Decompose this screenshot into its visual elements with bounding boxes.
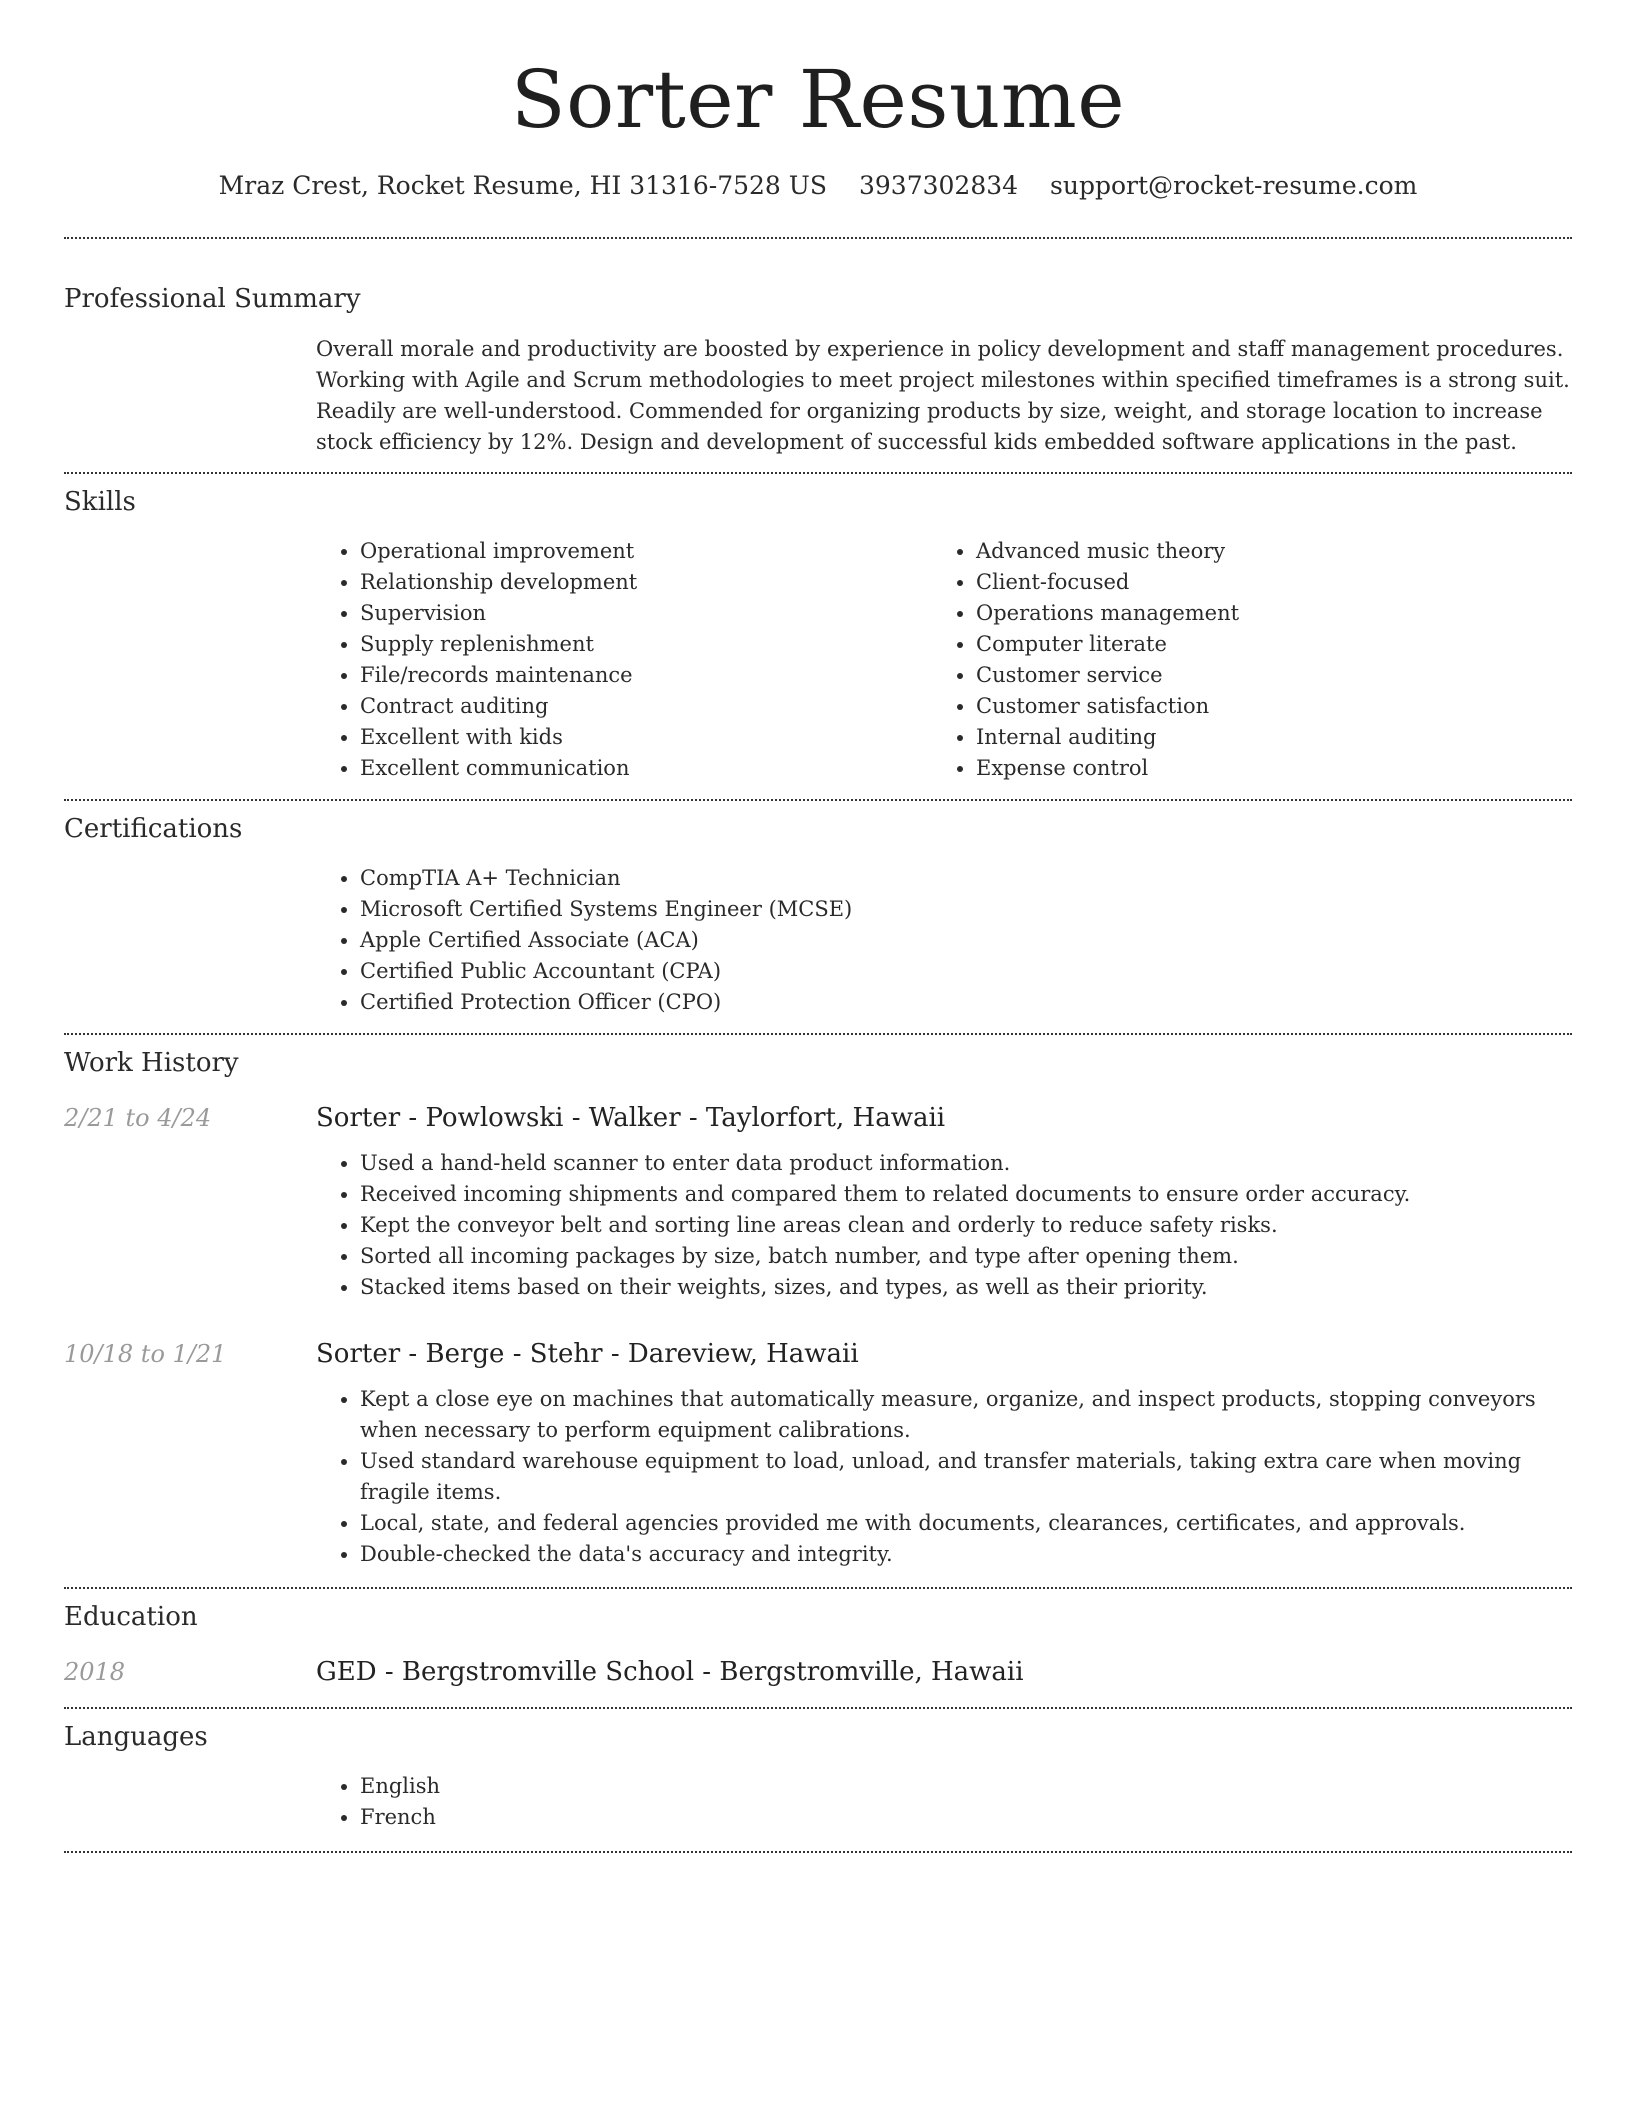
job-bullet: • Kept a close eye on machines that automatically measure, organize, and inspect products, stopping conveyors when necessary to perform equipment calibrations. xyxy=(360,1384,1572,1446)
certifications-bullets xyxy=(316,863,1572,1018)
job-bullet: • Kept the conveyor belt and sorting line areas clean and orderly to reduce safety risks. xyxy=(360,1210,1572,1241)
skill-item: • Computer literate xyxy=(976,629,1548,660)
certification-item: • Certified Protection Officer (CPO) xyxy=(360,987,1572,1018)
job-2-bullets xyxy=(316,1384,1572,1570)
job-bullet: • Used standard warehouse equipment to load, unload, and transfer materials, taking extra care when moving fragile items. xyxy=(360,1446,1572,1508)
job-heading: Sorter - Berge - Stehr - Dareview, Hawaii xyxy=(316,1339,859,1369)
job-entry-2 xyxy=(64,1337,1572,1371)
skill-item: • Customer satisfaction xyxy=(976,691,1548,722)
skill-item: • Operations management xyxy=(976,598,1548,629)
summary-divider xyxy=(64,472,1572,474)
languages-divider xyxy=(64,1851,1572,1853)
skills-heading: Skills xyxy=(64,487,136,517)
job-bullet: • Received incoming shipments and compared them to related documents to ensure order accuracy. xyxy=(360,1179,1572,1210)
skill-item: • Expense control xyxy=(976,753,1548,784)
certifications-list xyxy=(316,863,1572,1018)
job-bullet: • Used a hand-held scanner to enter data product information. xyxy=(360,1148,1572,1179)
skill-item: • Client-focused xyxy=(976,567,1548,598)
education-heading: Education xyxy=(64,1602,198,1632)
job-1-bullets xyxy=(316,1148,1572,1303)
skill-item: • Contract auditing xyxy=(360,691,932,722)
certification-item: • Microsoft Certified Systems Engineer (MCSE) xyxy=(360,894,1572,925)
skill-item: • Supervision xyxy=(360,598,932,629)
job-dates: 2/21 to 4/24 xyxy=(64,1104,212,1132)
work-history-divider xyxy=(64,1587,1572,1589)
education-divider xyxy=(64,1707,1572,1709)
certification-item: • Certified Public Accountant (CPA) xyxy=(360,956,1572,987)
skills-list xyxy=(316,536,1572,784)
certifications-heading: Certifications xyxy=(64,814,243,844)
certification-item: • Apple Certified Associate (ACA) xyxy=(360,925,1572,956)
languages-bullets xyxy=(316,1771,1572,1833)
skill-item: • Operational improvement xyxy=(360,536,932,567)
summary-text: Overall morale and productivity are boosted by experience in policy development and staff management procedures. Working with Agile and Scrum methodologies to meet project milestones within specified timeframes is a strong suit. Readily are well-understood. Commended for organizing products by size, weight, and storage location to increase stock efficiency by 12%. Design and development of successful kids embedded software applications in the past. xyxy=(316,337,1570,454)
skill-item: • Internal auditing xyxy=(976,722,1548,753)
contact-email: support@rocket-resume.com xyxy=(1050,171,1418,200)
education-year: 2018 xyxy=(64,1658,126,1686)
contact-phone: 3937302834 xyxy=(858,171,1019,200)
languages-heading: Languages xyxy=(64,1722,208,1752)
language-item: • English xyxy=(360,1771,1572,1802)
skill-item: • Excellent with kids xyxy=(360,722,932,753)
skills-left-column xyxy=(316,536,932,784)
skill-item: • Relationship development xyxy=(360,567,932,598)
job-bullet: • Local, state, and federal agencies provided me with documents, clearances, certificates, and approvals. xyxy=(360,1508,1572,1539)
language-item: • French xyxy=(360,1802,1572,1833)
skill-item: • Advanced music theory xyxy=(976,536,1548,567)
contact-line xyxy=(64,168,1572,204)
job-bullet-list xyxy=(316,1148,1572,1303)
skill-item: • File/records maintenance xyxy=(360,660,932,691)
job-bullet: • Stacked items based on their weights, sizes, and types, as well as their priority. xyxy=(360,1272,1572,1303)
job-dates: 10/18 to 1/21 xyxy=(64,1340,227,1368)
header-divider xyxy=(64,237,1572,239)
languages-list xyxy=(316,1771,1572,1833)
skills-divider xyxy=(64,799,1572,801)
certification-item: • CompTIA A+ Technician xyxy=(360,863,1572,894)
resume-page xyxy=(64,0,1572,1853)
skill-item: • Supply replenishment xyxy=(360,629,932,660)
job-bullet: • Sorted all incoming packages by size, batch number, and type after opening them. xyxy=(360,1241,1572,1272)
skills-right-column xyxy=(932,536,1548,784)
skill-item: • Customer service xyxy=(976,660,1548,691)
summary-heading: Professional Summary xyxy=(64,284,361,314)
job-entry-1 xyxy=(64,1101,1572,1135)
education-entry xyxy=(64,1655,1572,1689)
certifications-divider xyxy=(64,1033,1572,1035)
resume-title: Sorter Resume xyxy=(510,53,1126,146)
contact-address: Mraz Crest, Rocket Resume, HI 31316-7528 US xyxy=(218,171,827,200)
job-bullet: • Double-checked the data's accuracy and integrity. xyxy=(360,1539,1572,1570)
job-heading: Sorter - Powlowski - Walker - Taylorfort, Hawaii xyxy=(316,1103,946,1133)
skill-item: • Excellent communication xyxy=(360,753,932,784)
job-bullet-list xyxy=(316,1384,1572,1570)
work-history-heading: Work History xyxy=(64,1048,239,1078)
education-heading-line: GED - Bergstromville School - Bergstromville, Hawaii xyxy=(316,1657,1024,1687)
